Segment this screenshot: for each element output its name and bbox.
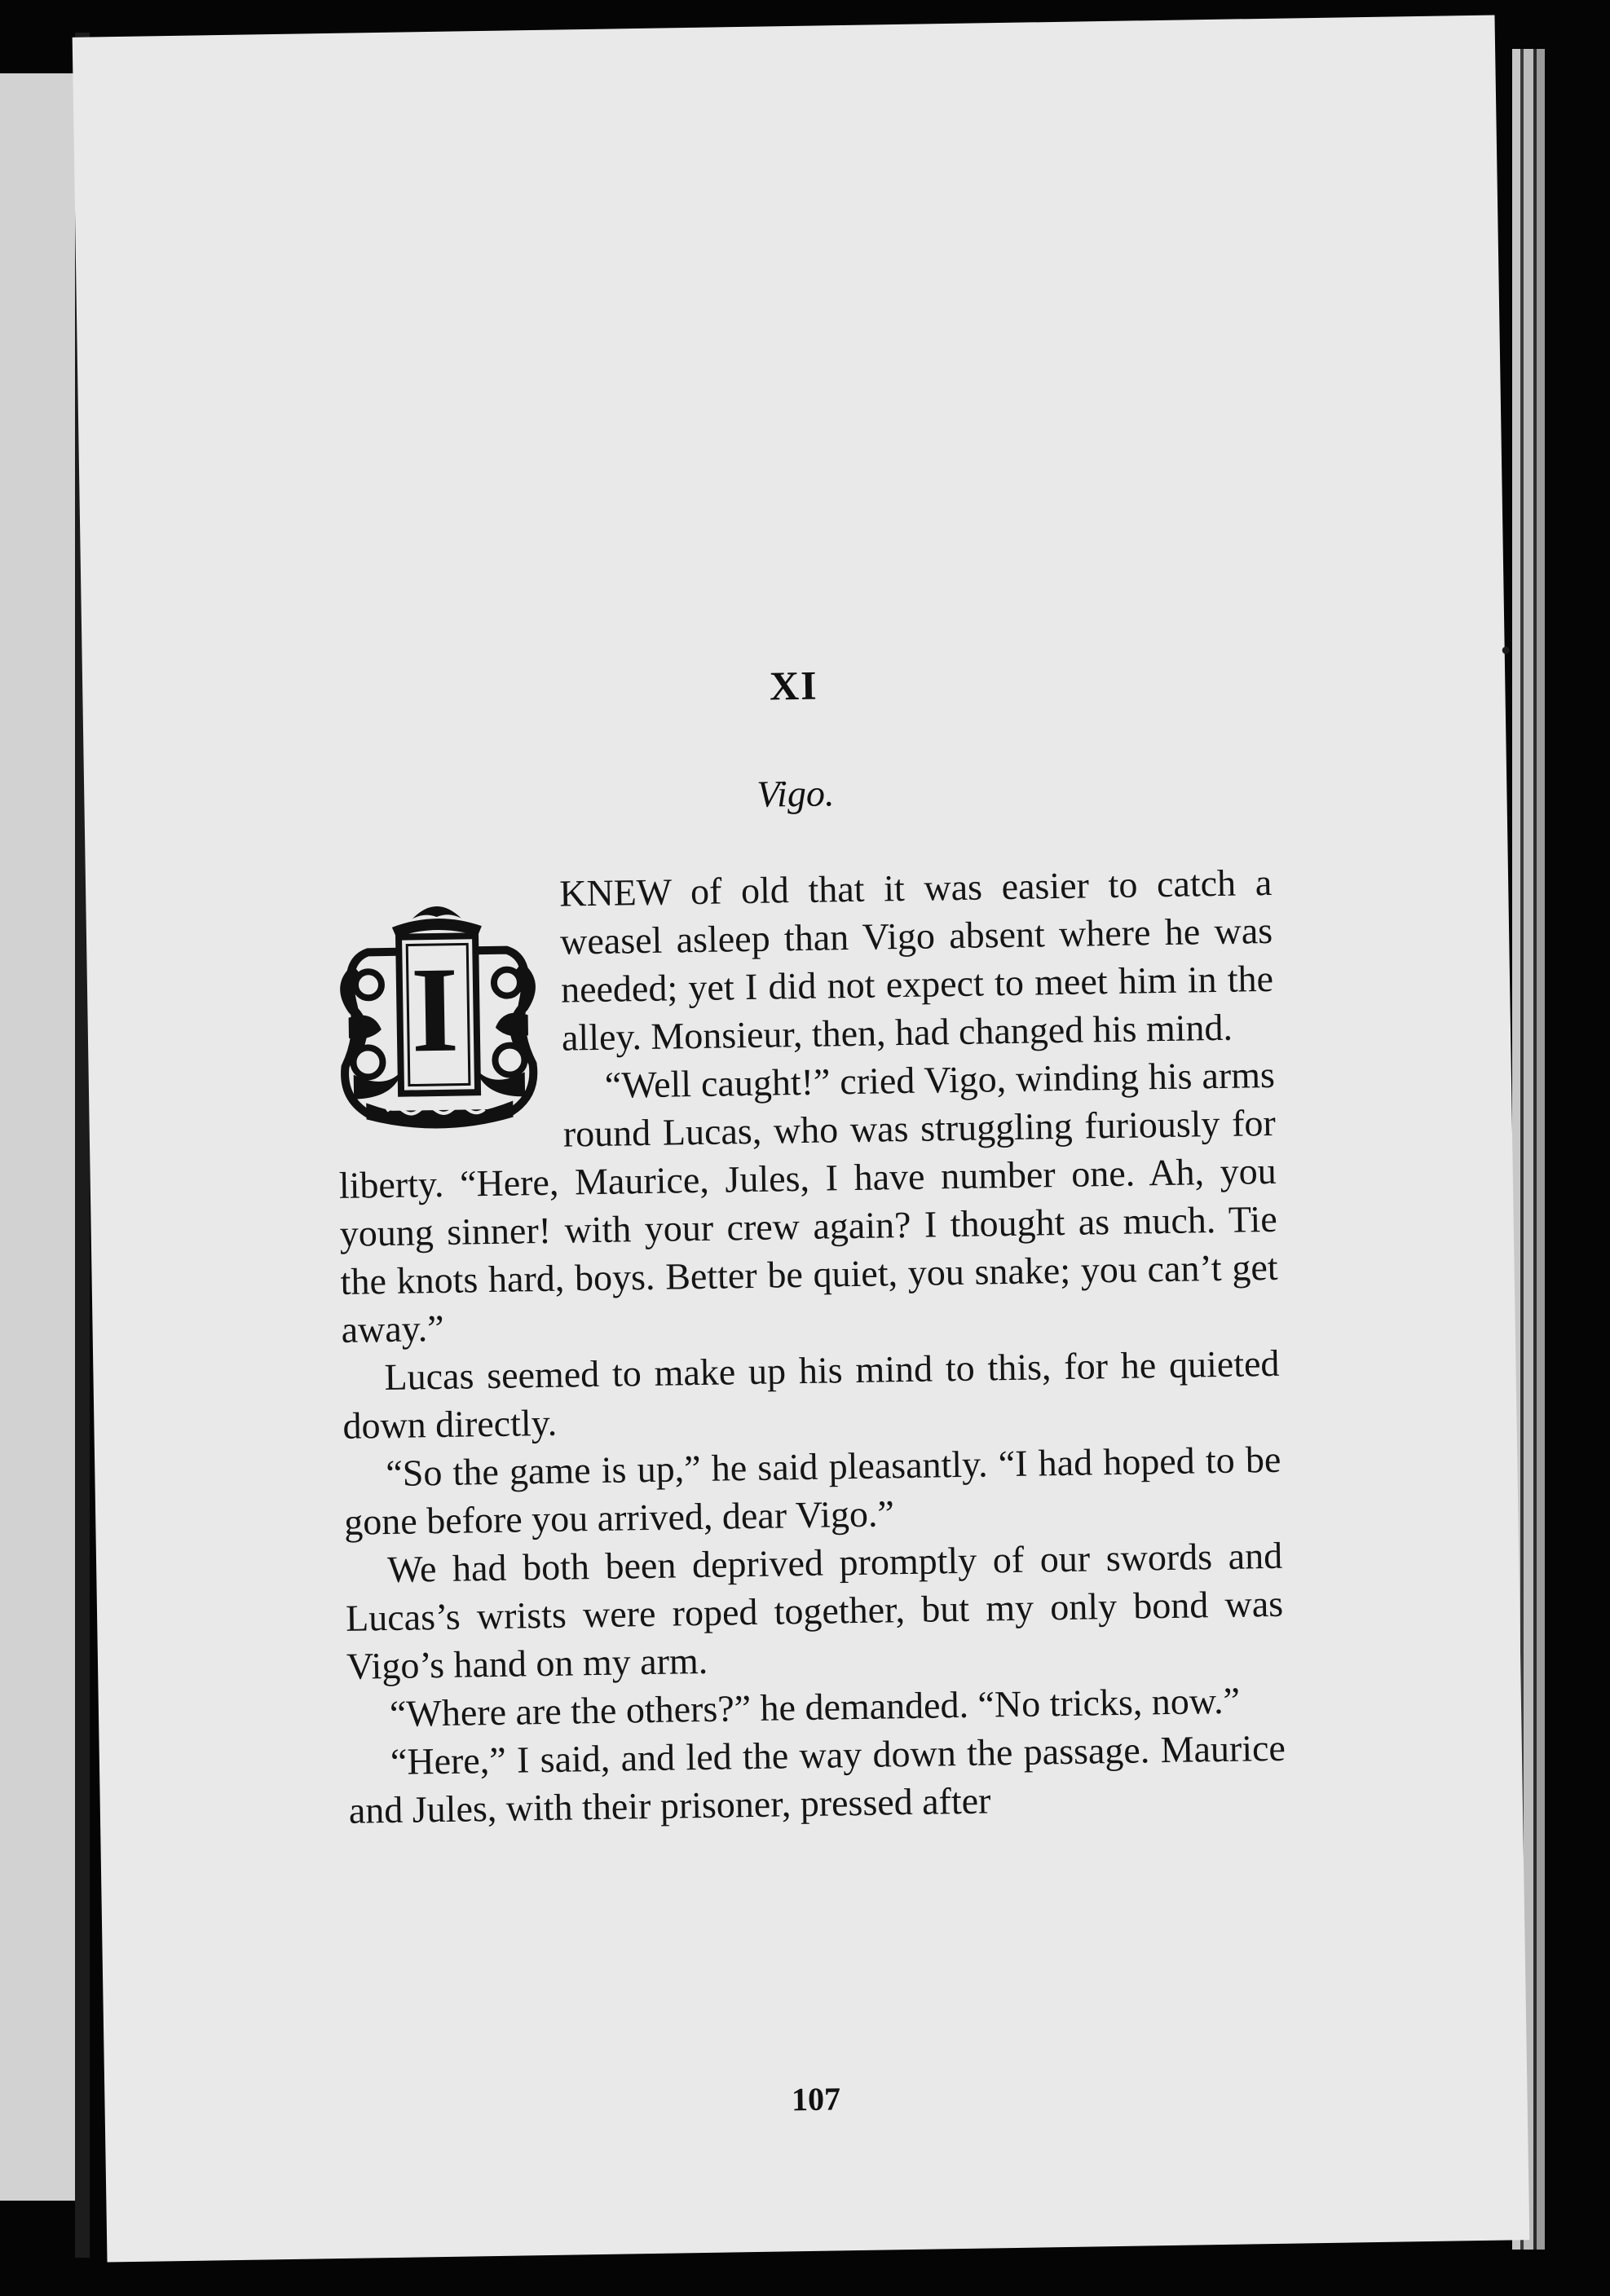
book-page (73, 15, 1530, 2262)
paragraph: “Here,” I said, and led the way down the passage. Maurice and Jules, with their prisoner, pressed after (348, 1726, 1286, 1831)
drop-cap-letter: I (409, 941, 460, 1078)
opening-paragraph: KNEW of old that it was easier to catch a weasel asleep than Vigo absent where he was needed; yet I did not expect to meet him in the alley. Monsieur, then, had changed his mind. (558, 861, 1274, 1059)
paragraph: “Where are the others?” he demanded. “No tricks, now.” (389, 1679, 1241, 1735)
ornamental-drop-cap (334, 892, 542, 1132)
paragraph: We had both been deprived promptly of our swords and Lucas’s wrists were roped together, but my only bond was Vigo’s hand on my arm. (345, 1534, 1284, 1687)
paragraph: Lucas seemed to make up his mind to this, for he quieted down directly. (342, 1342, 1280, 1447)
page-number: 107 (791, 2080, 841, 2118)
paragraph: “Well caught!” cried Vigo, winding his arms round Lucas, who was struggling furiously for liberty. “Here, Maurice, Jules, I have number one. Ah, you young sinner! with your crew again? I thought as much. Tie the knots hard, boys. Better be quiet, you snake; you can’t get away.” (338, 1053, 1278, 1351)
chapter-number: XI (769, 662, 818, 709)
facing-page-edge (0, 73, 75, 2201)
chapter-title: Vigo. (756, 772, 835, 815)
paragraph: “So the game is up,” he said pleasantly. “I had hoped to be gone before you arrived, dear Vigo.” (343, 1438, 1281, 1543)
chapter-text (334, 858, 1286, 1835)
